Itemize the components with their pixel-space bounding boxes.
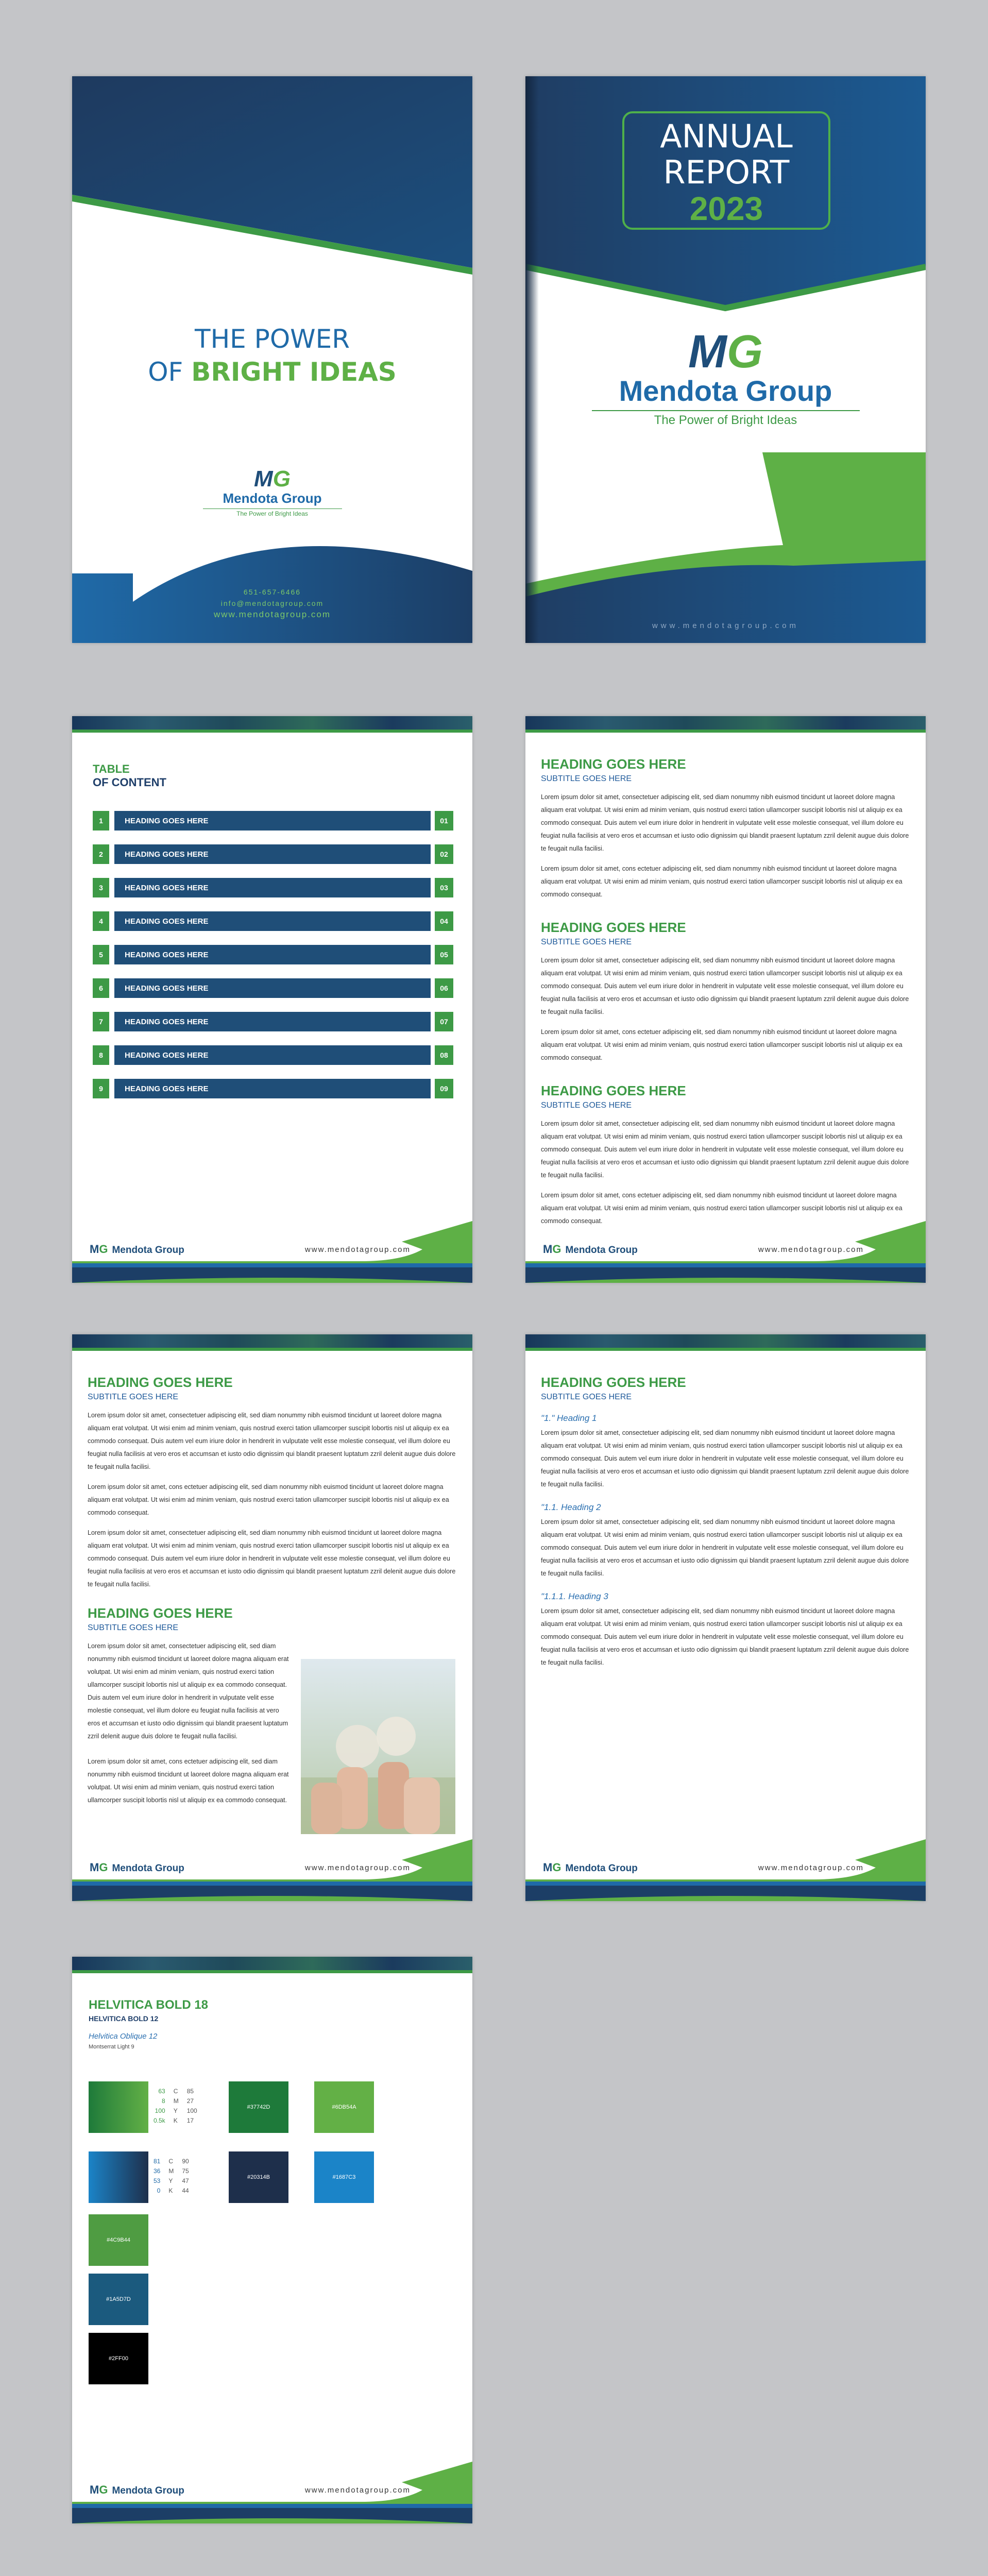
- footer-url[interactable]: www.mendotagroup.com: [758, 1863, 864, 1872]
- gradient-swatch-green: [89, 2081, 148, 2133]
- logo-mark-g: G: [272, 466, 291, 492]
- page-footer: [72, 2462, 472, 2523]
- logo-mark-m: M: [254, 466, 273, 492]
- toc-page-number: 01: [435, 811, 453, 831]
- toc-number: 3: [93, 878, 109, 897]
- page-header-band: [72, 1957, 472, 1973]
- footer-logo: MG Mendota Group: [90, 1861, 184, 1874]
- body-paragraph: Lorem ipsum dolor sit amet, cons ectetuer adipiscing elit, sed diam nonummy nibh euismod tincidunt ut laoreet dolore magna aliquam erat volutpat. Ut wisi enim ad minim veniam, quis nostrud exerci tation ullamcorper suscipit lobortis nisl ut aliquip ex ea commodo consequat.: [88, 1758, 289, 1804]
- toc-row[interactable]: [93, 911, 453, 931]
- section-heading: HEADING GOES HERE: [541, 1083, 686, 1098]
- gradient-green-values: 63 8 100 0.5k C M Y K 85 27 100 17: [154, 2088, 197, 2124]
- front-cover-url[interactable]: www.mendotagroup.com: [652, 621, 799, 630]
- page-footer: [525, 1839, 926, 1901]
- footer-url[interactable]: www.mendotagroup.com: [304, 2486, 411, 2495]
- body-paragraph: Lorem ipsum dolor sit amet, cons ectetuer adipiscing elit, sed diam nonummy nibh euismod tincidunt ut laoreet dolore magna aliquam erat volutpat. Ut wisi enim ad minim veniam, quis nostrud exerci tation ullamcorper suscipit lobortis nisl ut aliquip ex ea commodo consequat.: [541, 865, 902, 898]
- title-line-1: ANNUAL: [660, 117, 793, 155]
- section-heading: HEADING GOES HERE: [541, 1375, 686, 1390]
- footer-url[interactable]: www.mendotagroup.com: [304, 1245, 411, 1254]
- body-paragraph: Lorem ipsum dolor sit amet, consectetuer adipiscing elit, sed diam nonummy nibh euismod tincidunt ut laoreet dolore magna aliquam erat volutpat. Ut wisi enim ad minim veniam, quis nostrud exerci tation ullamcorper suscipit lobortis nisl ut aliquip ex ea commodo consequat. Duis autem vel eum iriure dolor in hendrerit in vulputate velit esse molestie consequat, vel illum dolore eu feugiat nulla facilisis at vero eros et accumsan et iusto odio dignissim qui blandit praesent luptatum zzril delenit augue duis dolore te feugait nulla facilisi.: [541, 793, 909, 852]
- toc-page-number: 09: [435, 1079, 453, 1098]
- toc-row[interactable]: [93, 1012, 453, 1031]
- footer-url[interactable]: www.mendotagroup.com: [758, 1245, 864, 1254]
- logo-name: Mendota Group: [619, 375, 832, 407]
- footer-logo: MG Mendota Group: [90, 2483, 184, 2496]
- toc-row[interactable]: [93, 945, 453, 964]
- content-page-2: [72, 1334, 472, 1901]
- title-line-2: REPORT: [663, 154, 790, 191]
- color-swatch: #20314B: [229, 2151, 288, 2203]
- toc-row[interactable]: [93, 811, 453, 831]
- footer-logo: MG Mendota Group: [543, 1243, 638, 1256]
- section-subtitle: SUBTITLE GOES HERE: [541, 938, 632, 946]
- toc-page-number: 03: [435, 878, 453, 897]
- content-page-3: [525, 1334, 926, 1901]
- logo-tagline: The Power of Bright Ideas: [203, 509, 342, 517]
- page-header-band: [525, 1334, 926, 1351]
- toc-title-line-2: OF CONTENT: [93, 776, 166, 789]
- content-body: [541, 1375, 912, 1669]
- photo-raised-glasses: [301, 1659, 455, 1834]
- headline-line-1: THE POWER: [195, 324, 350, 354]
- front-cover-logo: [525, 326, 926, 428]
- back-cover-logo: [72, 468, 472, 517]
- footer-logo: MG Mendota Group: [90, 1243, 184, 1256]
- footer-url[interactable]: www.mendotagroup.com: [304, 1863, 411, 1872]
- body-paragraph: Lorem ipsum dolor sit amet, consectetuer adipiscing elit, sed diam nonummy nibh euismod tincidunt ut laoreet dolore magna aliquam erat volutpat. Ut wisi enim ad minim veniam, quis nostrud exerci tation ullamcorper suscipit lobortis nisl ut aliquip ex ea commodo consequat. Duis autem vel eum iriure dolor in hendrerit in vulputate velit esse molestie consequat, vel illum dolore eu feugiat nulla facilisis at vero eros et accumsan et iusto odio dignissim qui blandit praesent luptatum zzril delenit augue duis dolore te feugait nulla facilisi.: [88, 1412, 456, 1470]
- content-page-1: [525, 716, 926, 1283]
- toc-page: [72, 716, 472, 1283]
- toc-number: 6: [93, 978, 109, 998]
- page-header-band: [72, 716, 472, 733]
- toc-row[interactable]: [93, 1045, 453, 1065]
- contact-email[interactable]: info@mendotagroup.com: [220, 599, 324, 607]
- toc-number: 4: [93, 911, 109, 931]
- contact-url[interactable]: www.mendotagroup.com: [213, 609, 331, 619]
- body-paragraph: Lorem ipsum dolor sit amet, consectetuer adipiscing elit, sed diam nonummy nibh euismod tincidunt ut laoreet dolore magna aliquam erat volutpat. Ut wisi enim ad minim veniam, quis nostrud exerci tation ullamcorper suscipit lobortis nisl ut aliquip ex ea commodo consequat. Duis autem vel eum iriure dolor in hendrerit in vulputate velit esse molestie consequat, vel illum dolore eu feugiat nulla facilisis at vero eros et accumsan et iusto odio dignissim qui blandit praesent luptatum zzril delenit augue duis dolore te feugait nulla facilisi.: [541, 1518, 909, 1577]
- body-paragraph: Lorem ipsum dolor sit amet, cons ectetuer adipiscing elit, sed diam nonummy nibh euismod tincidunt ut laoreet dolore magna aliquam erat volutpat. Ut wisi enim ad minim veniam, quis nostrud exerci tation ullamcorper suscipit lobortis nisl ut aliquip ex ea commodo consequat.: [88, 1483, 449, 1516]
- toc-label: HEADING GOES HERE: [114, 844, 431, 864]
- body-paragraph: Lorem ipsum dolor sit amet, consectetuer adipiscing elit, sed diam nonummy nibh euismod tincidunt ut laoreet dolore magna aliquam erat volutpat. Ut wisi enim ad minim veniam, quis nostrud exerci tation ullamcorper suscipit lobortis nisl ut aliquip ex ea commodo consequat. Duis autem vel eum iriure dolor in hendrerit in vulputate velit esse molestie consequat, vel illum dolore eu feugiat nulla facilisis at vero eros et accumsan et iusto odio dignissim qui blandit praesent luptatum zzril delenit augue duis dolore te feugait nulla facilisi.: [88, 1642, 289, 1740]
- type-bold-12: HELVITICA BOLD 12: [89, 2014, 159, 2023]
- section-subtitle: SUBTITLE GOES HERE: [541, 774, 632, 783]
- heading-level-1: "1." Heading 1: [541, 1413, 597, 1423]
- toc-title-line-1: TABLE: [93, 762, 130, 775]
- toc-number: 1: [93, 811, 109, 831]
- toc-page-number: 04: [435, 911, 453, 931]
- toc-page-number: 07: [435, 1012, 453, 1031]
- back-cover-headline: [72, 323, 472, 388]
- type-specimens: [89, 1998, 208, 2050]
- section-heading: HEADING GOES HERE: [88, 1605, 233, 1621]
- color-swatch: #1A5D7D: [89, 2274, 148, 2325]
- heading-level-3: "1.1.1. Heading 3: [541, 1591, 608, 1601]
- body-paragraph: Lorem ipsum dolor sit amet, cons ectetuer adipiscing elit, sed diam nonummy nibh euismod tincidunt ut laoreet dolore magna aliquam erat volutpat. Ut wisi enim ad minim veniam, quis nostrud exerci tation ullamcorper suscipit lobortis nisl ut aliquip ex ea commodo consequat.: [541, 1192, 902, 1225]
- section-subtitle: SUBTITLE GOES HERE: [541, 1393, 632, 1401]
- toc-page-number: 05: [435, 945, 453, 964]
- section-heading: HEADING GOES HERE: [88, 1375, 233, 1390]
- type-bold-18: HELVITICA BOLD 18: [89, 1998, 209, 2012]
- section-heading: HEADING GOES HERE: [541, 920, 686, 935]
- color-swatch: #1687C3: [314, 2151, 374, 2203]
- back-cover-page: [72, 76, 472, 643]
- toc-label: HEADING GOES HERE: [114, 978, 431, 998]
- gradient-blue-values: 81 36 53 0 C M Y K 90 75 47 44: [154, 2158, 189, 2194]
- toc-number: 2: [93, 844, 109, 864]
- contact-phone: 651-657-6466: [243, 588, 301, 596]
- toc-row[interactable]: [93, 844, 453, 864]
- body-paragraph: Lorem ipsum dolor sit amet, consectetuer adipiscing elit, sed diam nonummy nibh euismod tincidunt ut laoreet dolore magna aliquam erat volutpat. Ut wisi enim ad minim veniam, quis nostrud exerci tation ullamcorper suscipit lobortis nisl ut aliquip ex ea commodo consequat. Duis autem vel eum iriure dolor in hendrerit in vulputate velit esse molestie consequat, vel illum dolore eu feugiat nulla facilisis at vero eros et accumsan et iusto odio dignissim qui blandit praesent luptatum zzril delenit augue duis dolore te feugait nulla facilisi.: [541, 1607, 909, 1666]
- section-subtitle: SUBTITLE GOES HERE: [541, 1101, 632, 1110]
- footer-logo: MG Mendota Group: [543, 1861, 638, 1874]
- toc-page-number: 06: [435, 978, 453, 998]
- report-title: [623, 118, 829, 191]
- color-swatch: #2FF00: [89, 2333, 148, 2384]
- type-oblique-12: Helvitica Oblique 12: [89, 2032, 158, 2041]
- content-body: [541, 756, 912, 1228]
- toc-page-number: 08: [435, 1045, 453, 1065]
- headline-of: OF: [148, 357, 183, 387]
- logo-tagline: The Power of Bright Ideas: [592, 410, 860, 428]
- toc-label: HEADING GOES HERE: [114, 1045, 431, 1065]
- style-guide-page: [72, 1957, 472, 2523]
- toc-number: 5: [93, 945, 109, 964]
- toc-label: HEADING GOES HERE: [114, 911, 431, 931]
- page-header-band: [525, 716, 926, 733]
- toc-label: HEADING GOES HERE: [114, 1012, 431, 1031]
- toc-number: 7: [93, 1012, 109, 1031]
- body-paragraph: Lorem ipsum dolor sit amet, cons ectetuer adipiscing elit, sed diam nonummy nibh euismod tincidunt ut laoreet dolore magna aliquam erat volutpat. Ut wisi enim ad minim veniam, quis nostrud exerci tation ullamcorper suscipit lobortis nisl ut aliquip ex ea commodo consequat.: [541, 1028, 902, 1061]
- body-paragraph: Lorem ipsum dolor sit amet, consectetuer adipiscing elit, sed diam nonummy nibh euismod tincidunt ut laoreet dolore magna aliquam erat volutpat. Ut wisi enim ad minim veniam, quis nostrud exerci tation ullamcorper suscipit lobortis nisl ut aliquip ex ea commodo consequat. Duis autem vel eum iriure dolor in hendrerit in vulputate velit esse molestie consequat, vel illum dolore eu feugiat nulla facilisis at vero eros et accumsan et iusto odio dignissim qui blandit praesent luptatum zzril delenit augue duis dolore te feugait nulla facilisi.: [88, 1529, 456, 1588]
- logo-mark-g: G: [726, 326, 763, 378]
- section-heading: HEADING GOES HERE: [541, 756, 686, 772]
- report-year: 2023: [689, 190, 763, 227]
- toc-title: [93, 762, 166, 789]
- page-footer: [72, 1839, 472, 1901]
- toc-page-number: 02: [435, 844, 453, 864]
- gradient-swatch-blue: [89, 2151, 148, 2203]
- logo-mark-m: M: [688, 326, 727, 378]
- body-paragraph: Lorem ipsum dolor sit amet, consectetuer adipiscing elit, sed diam nonummy nibh euismod tincidunt ut laoreet dolore magna aliquam erat volutpat. Ut wisi enim ad minim veniam, quis nostrud exerci tation ullamcorper suscipit lobortis nisl ut aliquip ex ea commodo consequat. Duis autem vel eum iriure dolor in hendrerit in vulputate velit esse molestie consequat, vel illum dolore eu feugiat nulla facilisis at vero eros et accumsan et iusto odio dignissim qui blandit praesent luptatum zzril delenit augue duis dolore te feugait nulla facilisi.: [541, 1120, 909, 1179]
- page-footer: [72, 1221, 472, 1283]
- section-subtitle: SUBTITLE GOES HERE: [88, 1623, 179, 1632]
- section-subtitle: SUBTITLE GOES HERE: [88, 1393, 179, 1401]
- page-header-band: [72, 1334, 472, 1351]
- toc-number: 9: [93, 1079, 109, 1098]
- logo-name: Mendota Group: [223, 490, 322, 506]
- page-footer: [525, 1221, 926, 1283]
- color-swatch: #4C9B44: [89, 2214, 148, 2266]
- toc-label: HEADING GOES HERE: [114, 811, 431, 831]
- toc-label: HEADING GOES HERE: [114, 878, 431, 897]
- toc-label: HEADING GOES HERE: [114, 1079, 431, 1098]
- back-cover-contact: [72, 586, 472, 620]
- body-paragraph: Lorem ipsum dolor sit amet, consectetuer adipiscing elit, sed diam nonummy nibh euismod tincidunt ut laoreet dolore magna aliquam erat volutpat. Ut wisi enim ad minim veniam, quis nostrud exerci tation ullamcorper suscipit lobortis nisl ut aliquip ex ea commodo consequat. Duis autem vel eum iriure dolor in hendrerit in vulputate velit esse molestie consequat, vel illum dolore eu feugiat nulla facilisis at vero eros et accumsan et iusto odio dignissim qui blandit praesent luptatum zzril delenit augue duis dolore te feugait nulla facilisi.: [541, 1429, 909, 1488]
- toc-row[interactable]: [93, 978, 453, 998]
- toc-row[interactable]: [93, 878, 453, 897]
- heading-level-2: "1.1. Heading 2: [541, 1502, 601, 1512]
- toc-number: 8: [93, 1045, 109, 1065]
- color-swatch: #6DB54A: [314, 2081, 374, 2133]
- toc-label: HEADING GOES HERE: [114, 945, 431, 964]
- front-cover-page: [525, 76, 926, 643]
- body-paragraph: Lorem ipsum dolor sit amet, consectetuer adipiscing elit, sed diam nonummy nibh euismod tincidunt ut laoreet dolore magna aliquam erat volutpat. Ut wisi enim ad minim veniam, quis nostrud exerci tation ullamcorper suscipit lobortis nisl ut aliquip ex ea commodo consequat. Duis autem vel eum iriure dolor in hendrerit in vulputate velit esse molestie consequat, vel illum dolore eu feugiat nulla facilisis at vero eros et accumsan et iusto odio dignissim qui blandit praesent luptatum zzril delenit augue duis dolore te feugait nulla facilisi.: [541, 957, 909, 1015]
- type-light-9: Montserrat Light 9: [89, 2044, 134, 2050]
- toc-row[interactable]: [93, 1079, 453, 1098]
- color-swatch: #37742D: [229, 2081, 288, 2133]
- headline-highlight: BRIGHT IDEAS: [191, 357, 397, 387]
